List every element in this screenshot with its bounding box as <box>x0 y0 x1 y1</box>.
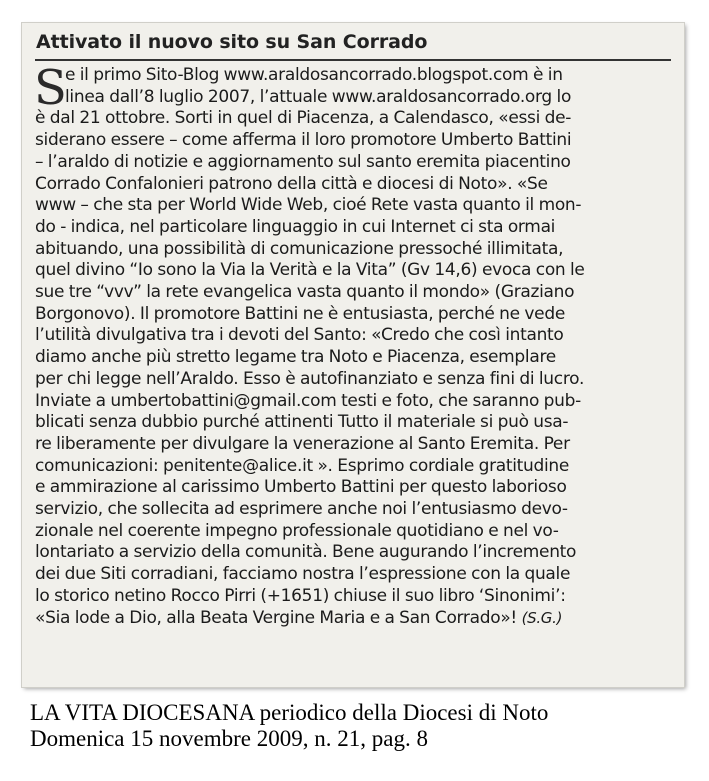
article-line: e ammirazione al carissimo Umberto Battini per questo laborioso <box>35 477 567 498</box>
article-line: Borgonovo). Il promotore Battini ne è entusiasta, perché ne vede <box>35 303 565 324</box>
article-line: zionale nel coerente impegno professionale quotidiano e nel vo- <box>35 520 559 541</box>
article-line: servizio, che sollecita ad esprimere anche noi l’entusiasmo devo- <box>35 499 568 520</box>
article-line: «Sia lode a Dio, alla Beata Vergine Maria e a San Corrado»! <box>35 607 517 628</box>
article-line: lontariato a servizio della comunità. Bene augurando l’incremento <box>35 542 577 563</box>
article-line: è dal 21 ottobre. Sorti in quel di Piacenza, a Calendasco, «essi de- <box>35 108 572 129</box>
article-title: Attivato il nuovo sito su San Corrado <box>36 31 428 53</box>
article-line: re liberamente per divulgare la venerazione al Santo Eremita. Per <box>35 433 570 454</box>
article-line: dei due Siti corradiani, facciamo nostra l’espressione con la quale <box>35 564 571 585</box>
article-line: blicati senza dubbio purché attinenti Tutto il materiale si può usa- <box>35 412 569 433</box>
article-line: do - indica, nel particolare linguaggio in cui Internet ci sta ormai <box>35 216 556 237</box>
source-caption <box>30 700 690 752</box>
article-last-line <box>35 608 675 630</box>
article-line: comunicazioni: penitente@alice.it ». Esprimo cordiale gratitudine <box>35 455 570 476</box>
article-body <box>34 60 675 629</box>
article-line: Corrado Confalonieri patrono della città e diocesi di Noto». «Se <box>35 173 548 194</box>
article-line: Inviate a umbertobattini@gmail.com testi e foto, che saranno pub- <box>35 390 581 411</box>
drop-cap: S <box>34 60 67 116</box>
article-line: per chi legge nell’Araldo. Esso è autofinanziato e senza fini di lucro. <box>35 368 585 389</box>
article-line: siderano essere – come afferma il loro promotore Umberto Battini <box>35 130 572 151</box>
title-rule <box>35 59 671 61</box>
caption-publication: LA VITA DIOCESANA periodico della Diocesi di Noto <box>30 700 549 725</box>
article-line: diamo anche più stretto legame tra Noto e Piacenza, esemplare <box>35 347 556 368</box>
article-line: l’utilità divulgativa tra i devoti del Santo: «Credo che così intanto <box>35 325 564 346</box>
author-signature: (S.G.) <box>521 608 563 627</box>
caption-issue-date: Domenica 15 novembre 2009, n. 21, pag. 8 <box>30 726 428 751</box>
article-line: abituando, una possibilità di comunicazione pressoché illimitata, <box>35 238 564 259</box>
article-line: – l’araldo di notizie e aggiornamento sul santo eremita piacentino <box>35 151 571 172</box>
article-line: e il primo Sito-Blog www.araldosancorrado.blogspot.com è in <box>65 65 563 85</box>
article-line: www – che sta per World Wide Web, cioé Rete vasta quanto il mon- <box>35 195 582 216</box>
article-line: linea dall’8 luglio 2007, l’attuale www.araldosancorrado.org lo <box>65 86 572 107</box>
article-line: sue tre “vvv” la rete evangelica vasta quanto il mondo» (Graziano <box>35 282 575 303</box>
article-line: quel divino “Io sono la Via la Verità e la Vita” (Gv 14,6) evoca con le <box>35 260 585 281</box>
newspaper-clipping <box>22 23 684 687</box>
article-line: lo storico netino Rocco Pirri (+1651) chiuse il suo libro ‘Sinonimi’: <box>35 585 566 606</box>
